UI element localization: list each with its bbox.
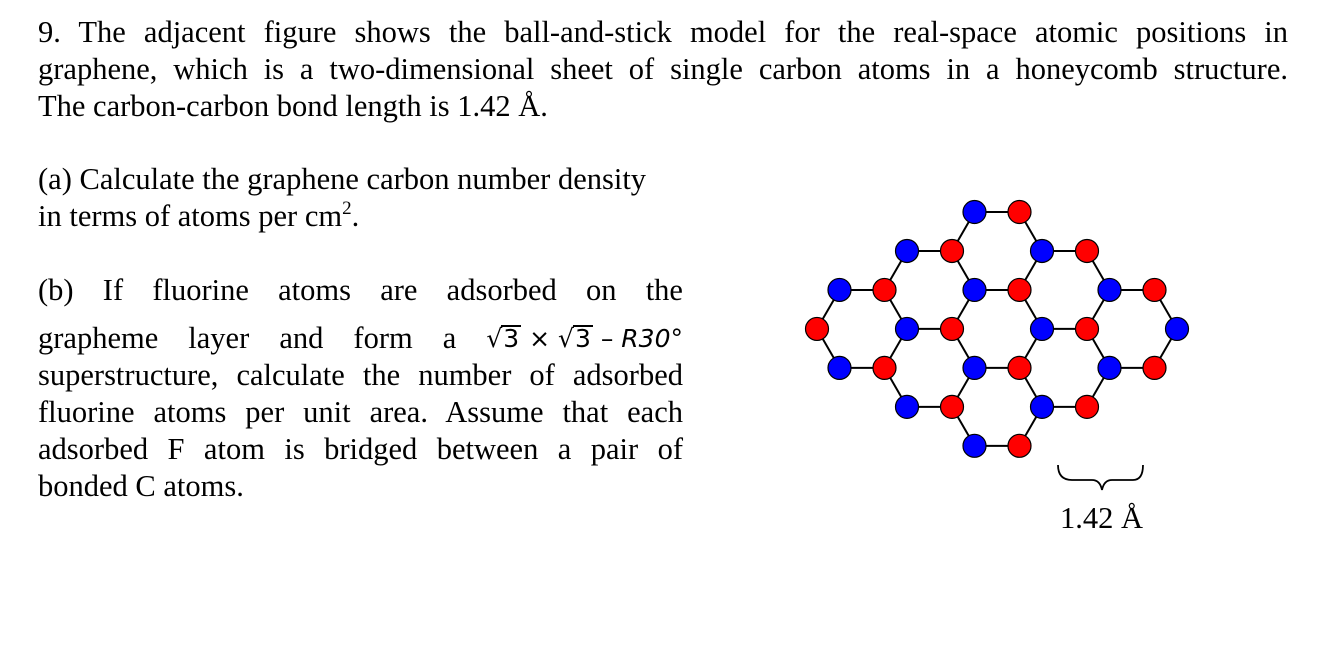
carbon-atom-blue [1031, 317, 1054, 340]
sqrt-radicand-1: 3 [503, 324, 520, 353]
graphene-ball-and-stick-figure [790, 190, 1300, 535]
carbon-atom-red [1076, 395, 1099, 418]
carbon-atom-blue [963, 278, 986, 301]
carbon-atom-blue [896, 395, 919, 418]
part-b-word: layer [188, 321, 250, 355]
carbon-atom-red [1008, 356, 1031, 379]
carbon-atom-red [1076, 239, 1099, 262]
part-a-question [38, 161, 683, 235]
part-b-word: fluorine [152, 273, 249, 307]
part-b-word: and [279, 321, 324, 355]
part-b-question [38, 272, 683, 505]
carbon-atom-blue [1098, 278, 1121, 301]
part-a-line-1: (a) Calculate the graphene carbon number density [38, 162, 647, 196]
carbon-atom-red [806, 317, 829, 340]
part-b-word: form [353, 321, 413, 355]
carbon-bonds [817, 212, 1177, 446]
carbon-atom-blue [1098, 356, 1121, 379]
part-b-line-6: bonded C atoms. [38, 469, 244, 503]
part-b-word: atoms [278, 273, 351, 307]
part-a-line-2-text: in terms of atoms per cm [38, 199, 343, 233]
part-b-line-4: fluorine atoms per unit area. Assume that each [38, 395, 683, 429]
part-b-line-5: adsorbed F atom is bridged between a pair of [38, 432, 683, 466]
notation-dash: – [600, 324, 614, 353]
carbon-atom-blue [1031, 395, 1054, 418]
part-a-line-2 [38, 198, 683, 235]
carbon-atom-blue [828, 356, 851, 379]
carbon-atom-blue [963, 201, 986, 224]
carbon-atom-red [1008, 201, 1031, 224]
carbon-atom-blue [1166, 317, 1189, 340]
carbon-atom-blue [896, 239, 919, 262]
part-a-period: . [351, 199, 360, 233]
carbon-atoms [806, 201, 1189, 458]
bond-length-brace [1058, 465, 1143, 490]
carbon-atom-blue [963, 434, 986, 457]
carbon-atom-red [873, 278, 896, 301]
carbon-atom-red [1008, 434, 1031, 457]
part-b-word: adsorbed [446, 273, 557, 307]
part-b-word: If [102, 273, 124, 307]
carbon-atom-blue [1031, 239, 1054, 262]
carbon-atom-red [1143, 278, 1166, 301]
carbon-atom-red [1143, 356, 1166, 379]
carbon-atom-red [873, 356, 896, 379]
carbon-atom-red [1008, 278, 1031, 301]
part-b-word: a [442, 321, 457, 355]
superstructure-notation: √3 × √3 – R30° [486, 324, 683, 353]
intro-line-2: graphene, which is a two-dimensional sheet of single carbon atoms in a honeycomb structure. [38, 52, 1288, 86]
times-sign: × [529, 324, 551, 353]
problem-intro [38, 14, 1288, 125]
part-b-word: are [380, 273, 418, 307]
part-b-line-2 [38, 320, 683, 357]
part-a-exponent: 2 [342, 198, 352, 219]
carbon-atom-blue [896, 317, 919, 340]
carbon-atom-red [1076, 317, 1099, 340]
bond-length-label: 1.42 Å [1060, 501, 1144, 535]
carbon-atom-red [941, 395, 964, 418]
sqrt-radicand-2: 3 [574, 324, 591, 353]
part-b-word: grapheme [38, 321, 159, 355]
carbon-atom-blue [963, 356, 986, 379]
intro-line-1: 9. The adjacent figure shows the ball-and-stick model for the real-space atomic positions in [38, 15, 1288, 49]
rotation-label: R30° [621, 324, 683, 353]
part-b-line-1 [38, 272, 683, 309]
part-b-word: on [585, 273, 617, 307]
carbon-atom-blue [828, 278, 851, 301]
carbon-atom-red [941, 239, 964, 262]
part-b-line-3: superstructure, calculate the number of adsorbed [38, 358, 683, 392]
intro-line-3: The carbon-carbon bond length is 1.42 Å. [38, 89, 548, 123]
carbon-atom-red [941, 317, 964, 340]
part-b-word: (b) [38, 273, 74, 307]
part-b-word: the [645, 273, 683, 307]
